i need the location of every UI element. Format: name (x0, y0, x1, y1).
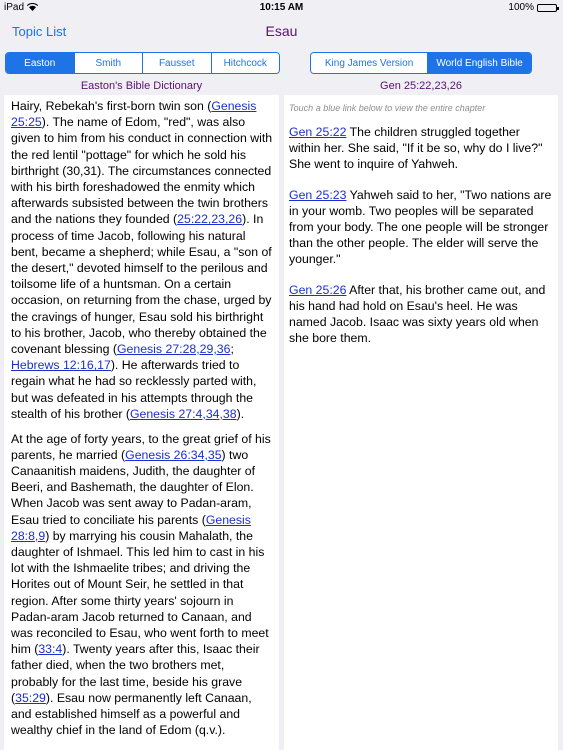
tab-fausset[interactable]: Fausset (142, 53, 211, 73)
navigation-bar (0, 15, 563, 47)
dictionary-panel[interactable] (4, 95, 279, 750)
text-run: ). (236, 406, 245, 421)
verse-link[interactable]: Gen 25:22 (289, 125, 347, 139)
text-run: ; (230, 342, 234, 357)
text-run: ). He afterwards tried to regain what he had so recklessly parted with, but was defeated in his attempts through the stealth of his brother ( (11, 358, 257, 421)
dictionary-paragraph-2 (11, 431, 273, 739)
text-run: ). The name of Edom, "red", was also given to him from his conduct in connection with the red lentil "pottage" for which he sold his birthright (30,31). The circumstances connected with his birth foreshadowed the enmity which afterwards subsisted between the twin brothers and the nations they founded ( (11, 115, 273, 227)
scripture-link[interactable]: Genesis 25:25 (11, 99, 257, 130)
text-run: ). In process of time Jacob, following his natural bent, became a shepherd; while Esau, a "son of the desert," devoted himself to the perilous and toilsome life of a huntsman. On a certain occasion, on returning from the chase, urged by the cravings of hunger, Esau sold his birthright to his brother, Jacob, who thereby obtained the covenant blessing ( (11, 212, 272, 357)
dictionary-selector (5, 52, 280, 74)
passage-panel[interactable] (284, 95, 558, 750)
verse-link[interactable]: Gen 25:23 (289, 187, 347, 202)
chapter-hint: Touch a blue link below to view the entire chapter (289, 103, 486, 113)
version-selector (310, 52, 532, 74)
text-run: Hairy, Rebekah's first-born twin son ( (11, 99, 212, 113)
tab-world-english-bible[interactable]: World English Bible (427, 53, 531, 73)
text-run: ) by marrying his cousin Mahalath, the daughter of Ishmael. This led him to cast in his lot with the Ishmaelite tribes; and driving the Horites out of Mount Seir, he settled in that region. After some thirty years' sojourn in Padan-aram Jacob returned to Canaan, and was reconciled to Esau, who went forth to meet him ( (11, 528, 269, 657)
text-run: ) two Canaanitish maidens, Judith, the daughter of Beeri, and Bashemath, the daughter of Elon. When Jacob was sent away to Padan-aram, Esau tried to conciliate his parents ( (11, 447, 256, 527)
tab-smith[interactable]: Smith (74, 53, 143, 73)
status-bar (0, 0, 563, 15)
dictionary-text (4, 95, 279, 738)
passage-header: Gen 25:22,23,26 (380, 80, 462, 92)
page-title: Esau (265, 23, 298, 39)
verse-text: The children struggled together within her. She said, "If it be so, why do I live?" She went to inquire of Yahweh. (289, 125, 543, 172)
scripture-link[interactable]: Genesis 27:28,29,36 (116, 342, 231, 357)
status-time: 10:15 AM (259, 2, 304, 13)
verse-text: Yahweh said to her, "Two nations are in your womb. Two peoples will be separated from your body. The one people will be stronger than the other people. The elder will serve the younger." (289, 187, 552, 267)
passage-text (284, 95, 558, 346)
scripture-link[interactable]: Genesis 26:34,35 (125, 447, 222, 462)
text-run: ). Esau now permanently left Canaan, and established himself as a powerful and wealthy chief in the land of Edom (q.v.). (11, 690, 252, 738)
scripture-link[interactable]: Genesis 28:8,9 (11, 512, 251, 543)
battery-percent: 100% (508, 2, 534, 13)
verse-item (289, 187, 552, 268)
scripture-link[interactable]: 35:29 (15, 690, 46, 705)
tab-easton[interactable]: Easton (6, 53, 74, 73)
scripture-link[interactable]: 25:22,23,26 (177, 212, 243, 227)
verse-link[interactable]: Gen 25:26 (289, 282, 347, 297)
tab-hitchcock[interactable]: Hitchcock (211, 53, 280, 73)
verse-text: After that, his brother came out, and his hand had hold on Esau's heel. He was named Jacob. Isaac was sixty years old when she bore them. (289, 282, 546, 346)
text-run: ). Twenty years after this, Isaac their father died, when the two brothers met, probably for the last time, beside his grave ( (11, 642, 260, 705)
battery-icon (537, 4, 557, 12)
verse-item (289, 124, 552, 173)
tab-king-james-version[interactable]: King James Version (311, 53, 427, 73)
scripture-link[interactable]: Genesis 27:4,34,38 (129, 406, 237, 421)
verse-item (289, 282, 552, 347)
device-label: iPad (4, 2, 25, 13)
status-battery (508, 2, 557, 13)
scripture-link[interactable]: 33:4 (38, 642, 63, 657)
scripture-link[interactable]: Hebrews 12:16,17 (11, 358, 111, 373)
topic-list-button[interactable]: Topic List (12, 24, 67, 39)
text-run: At the age of forty years, to the great grief of his parents, he married ( (11, 431, 271, 462)
dictionary-paragraph-1 (11, 98, 273, 422)
dictionary-header: Easton's Bible Dictionary (80, 80, 203, 92)
